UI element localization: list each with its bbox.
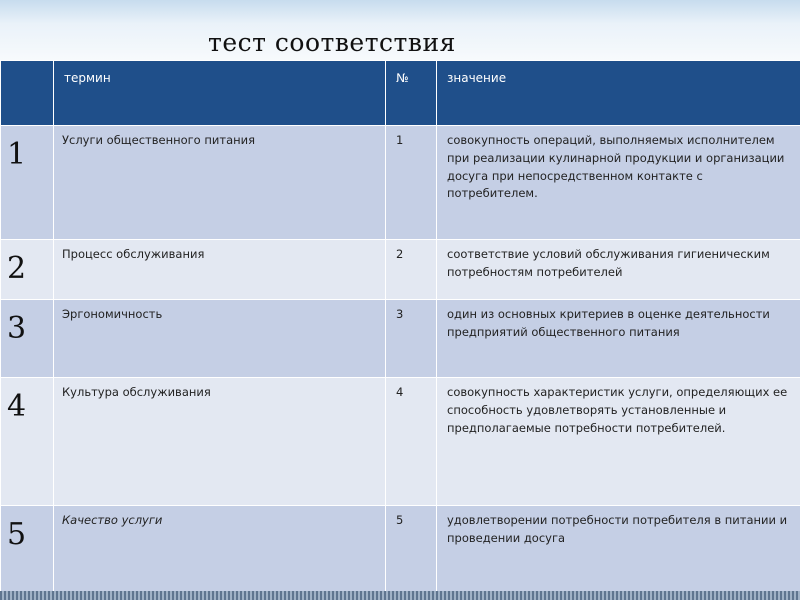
term-cell: Процесс обслуживания bbox=[54, 240, 386, 300]
meaning-cell: один из основных критериев в оценке деятельности предприятий общественного питания bbox=[437, 300, 800, 378]
term-cell: Культура обслуживания bbox=[54, 378, 386, 506]
header-meaning: значение bbox=[437, 61, 800, 126]
index-cell: 5 bbox=[386, 506, 437, 593]
index-cell: 4 bbox=[386, 378, 437, 506]
meaning-cell: совокупность характеристик услуги, определяющих ее способность удовлетворять установленные и предполагаемые потребности потребителей. bbox=[437, 378, 800, 506]
row-number: 2 bbox=[1, 240, 54, 300]
meaning-cell: удовлетворении потребности потребителя в питании и проведении досуга bbox=[437, 506, 800, 593]
table-row bbox=[1, 506, 800, 593]
matching-table bbox=[0, 60, 800, 593]
table-row bbox=[1, 378, 800, 506]
term-cell: Услуги общественного питания bbox=[54, 126, 386, 240]
term-cell: Качество услуги bbox=[54, 506, 386, 593]
index-cell: 2 bbox=[386, 240, 437, 300]
term-cell: Эргономичность bbox=[54, 300, 386, 378]
table-row bbox=[1, 240, 800, 300]
index-cell: 1 bbox=[386, 126, 437, 240]
header-num bbox=[1, 61, 54, 126]
row-number: 1 bbox=[1, 126, 54, 240]
header-term: термин bbox=[54, 61, 386, 126]
row-number: 5 bbox=[1, 506, 54, 593]
bottom-decorative-strip bbox=[0, 591, 800, 600]
table-header-row bbox=[1, 61, 800, 126]
row-number: 3 bbox=[1, 300, 54, 378]
table-row bbox=[1, 300, 800, 378]
meaning-cell: соответствие условий обслуживания гигиеническим потребностям потребителей bbox=[437, 240, 800, 300]
title-band bbox=[0, 0, 800, 61]
table-row bbox=[1, 126, 800, 240]
index-cell: 3 bbox=[386, 300, 437, 378]
row-number: 4 bbox=[1, 378, 54, 506]
header-index: № bbox=[386, 61, 437, 126]
meaning-cell: совокупность операций, выполняемых исполнителем при реализации кулинарной продукции и организации досуга при непосредственном контакте с потребителем. bbox=[437, 126, 800, 240]
slide-title: тест соответствия bbox=[208, 28, 456, 57]
